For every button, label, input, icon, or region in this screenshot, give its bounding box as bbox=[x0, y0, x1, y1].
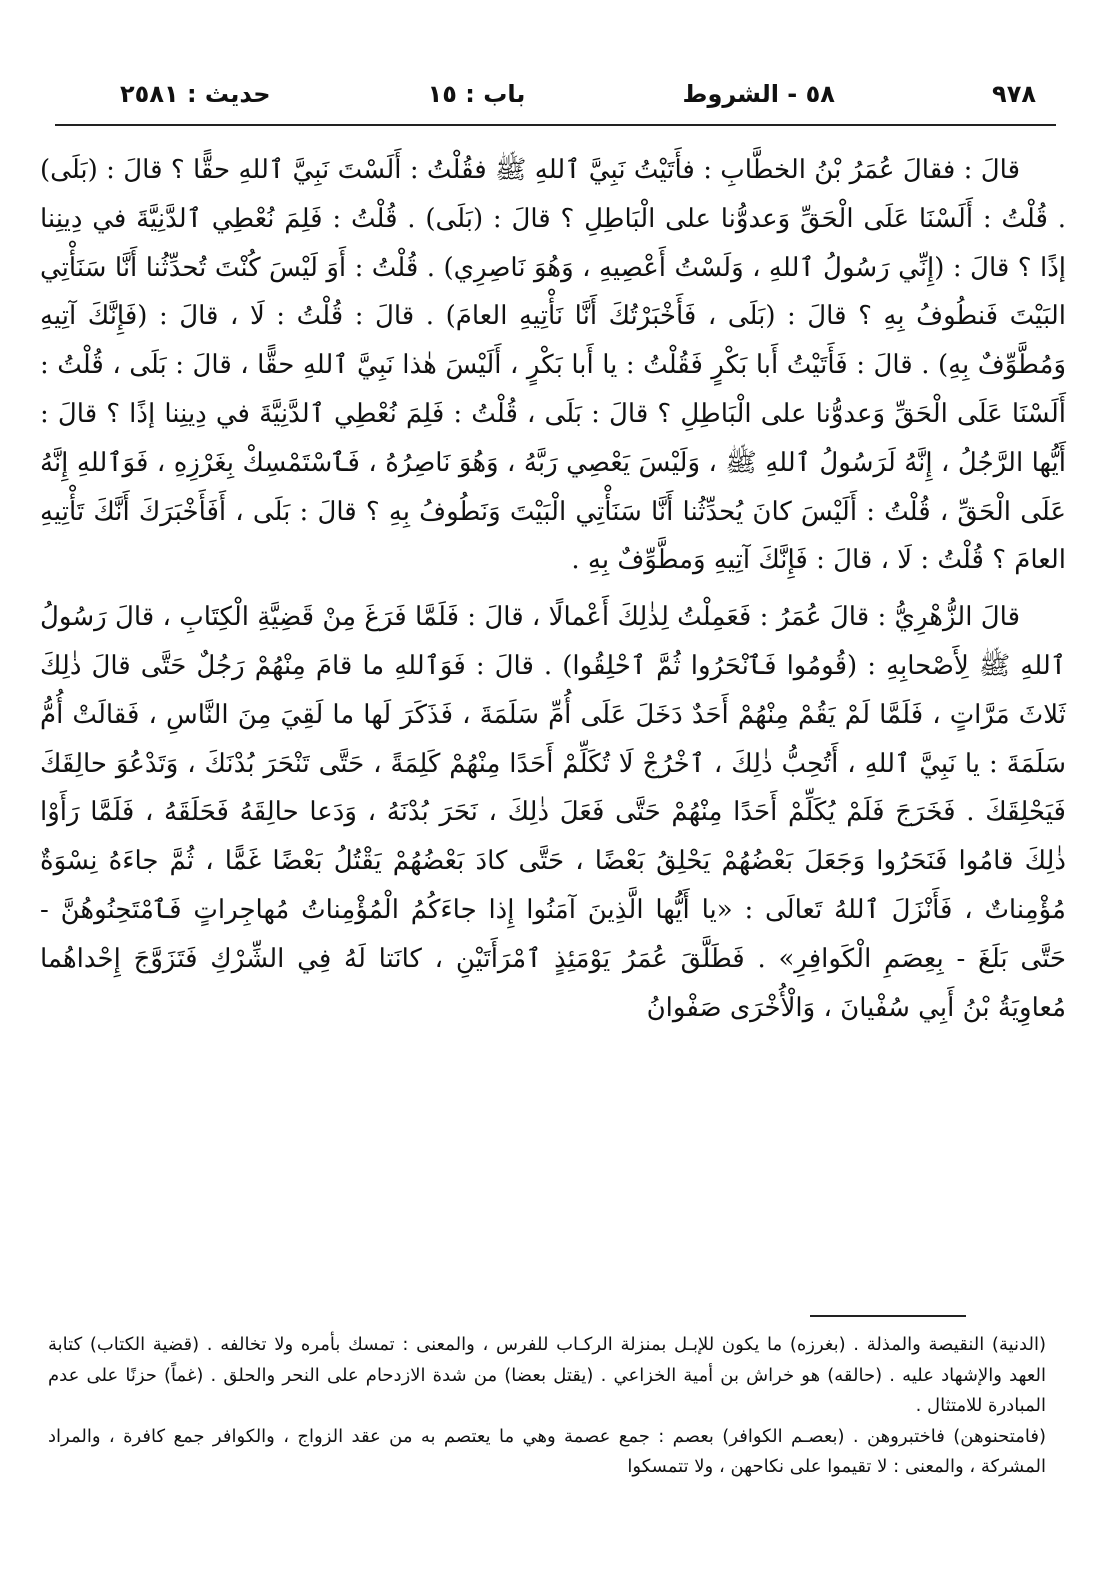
footnote-2: (فامتحنوهن) فاختبروهن . (بعصـم الكوافر) بعصم : جمع عصمة وهي ما يعتصم به من عقد الزواج ، والكوافر جمع كافرة ، والمراد المشركة ، والمعنى : لا تقيموا على نكاحهن ، ولا تتمسكوا bbox=[48, 1425, 1046, 1477]
header-divider bbox=[55, 124, 1056, 126]
main-paragraph-2: قالَ الزُّهْرِيُّ : قالَ عُمَرُ : فَعَمِلْتُ لِذٰلِكَ أَعْمالًا ، قالَ : فَلَمَّا فَرَغَ مِنْ قَضِيَّةِ الْكِتَابِ ، قالَ رَسُولُ ٱللهِ ﷺ لِأَصْحابِهِ : (قُومُوا فَٱنْحَرُوا ثُمَّ ٱحْلِقُوا) . قالَ : فَوَٱللهِ ما قامَ مِنْهُمْ رَجُلٌ حَتَّى قالَ ذٰلِكَ ثَلاثَ مَرَّاتٍ ، فَلَمَّا لَمْ يَقُمْ مِنْهُمْ أَحَدٌ دَخَلَ عَلَى أُمِّ سَلَمَةَ ، فَذَكَرَ لَها ما لَقِيَ مِنَ النَّاسِ ، فَقالَتْ أُمُّ سَلَمَةَ : يا نَبِيَّ ٱللهِ ، أَتُحِبُّ ذٰلِكَ ، ٱخْرُجْ لَا تُكَلِّمْ أَحَدًا مِنْهُمْ كَلِمَةً ، حَتَّى تَنْحَرَ بُدْنَكَ ، وَتَدْعُوَ حالِقَكَ فَيَحْلِقَكَ . فَخَرَجَ فَلَمْ يُكَلِّمْ أَحَدًا مِنْهُمْ حَتَّى فَعَلَ ذٰلِكَ ، نَحَرَ بُدْنَهُ ، وَدَعا حالِقَهُ فَحَلَقَهُ ، فَلَمَّا رَأَوْا ذٰلِكَ قامُوا فَنَحَرُوا وَجَعَلَ بَعْضُهُمْ يَحْلِقُ بَعْضًا ، حَتَّى كادَ بَعْضُهُمْ يَقْتُلُ بَعْضًا غَمًّا ، ثُمَّ جاءَهُ نِسْوَةٌ مُؤْمِناتٌ ، فَأَنْزَلَ ٱللهُ تَعالَى : «يا أَيُّها الَّذِينَ آمَنُوا إِذا جاءَكُمُ الْمُؤْمِناتُ مُهاجِراتٍ فَٱمْتَحِنُوهُنَّ - حَتَّى بَلَغَ - بِعِصَمِ الْكَوافِرِ» . فَطَلَّقَ عُمَرُ يَوْمَئِذٍ ٱمْرَأَتَيْنِ ، كانَتا لَهُ فِي الشِّرْكِ فَتَزَوَّجَ إِحْداهُما مُعاوِيَةُ بْنُ أَبِي سُفْيانَ ، وَالْأُخْرَى صَفْوانُ bbox=[40, 602, 1066, 1023]
book-title: ٥٨ - الشروط bbox=[682, 80, 835, 108]
main-text bbox=[40, 146, 1066, 1032]
footnote-divider bbox=[810, 1315, 966, 1317]
running-header bbox=[120, 74, 1036, 114]
footnotes bbox=[48, 1330, 1046, 1483]
footnote-1: (الدنية) النقيصة والمذلة . (بغرزه) ما يكون للإبـل بمنزلة الركـاب للفرس ، والمعنى : تمسك بأمره ولا تخالفه . (قضية الكتاب) كتابة العهد والإشهاد عليه . (حالقه) هو خراش بن أمية الخزاعي . (يقتل بعضا) من شدة الازدحام على النحر والحلق . (غماً) حزنًا على عدم المبادرة للامتثال . bbox=[48, 1334, 1046, 1416]
page-number: ٩٧٨ bbox=[992, 80, 1036, 108]
main-paragraph-1: قالَ : فقالَ عُمَرُ بْنُ الخطَّابِ : فأَتَيْتُ نَبِيَّ ٱللهِ ﷺ فقُلْتُ : أَلَسْتَ نَبِيَّ ٱللهِ حقًّا ؟ قالَ : (بَلَى) . قُلْتُ : أَلَسْنَا عَلَى الْحَقِّ وَعدوُّنا على الْبَاطِلِ ؟ قالَ : (بَلَى) . قُلْتُ : فَلِمَ نُعْطِي ٱلدَّنِيَّةَ في دِينِنا إذًا ؟ قالَ : (إِنِّي رَسُولُ ٱللهِ ، وَلَسْتُ أَعْصِيهِ ، وَهُوَ نَاصِرِي) . قُلْتُ : أَوَ لَيْسَ كُنْتَ تُحدِّثُنا أَنَّا سَنَأْتِي البَيْتَ فَنطُوفُ بِهِ ؟ قالَ : (بَلَى ، فَأَخْبَرْتُكَ أَنَّا نَأْتِيهِ العامَ) . قالَ : قُلْتُ : لَا ، قالَ : (فَإِنَّكَ آتِيهِ وَمُطَّوِّفٌ بِهِ) . قالَ : فَأَتَيْتُ أَبا بَكْرٍ فَقُلْتُ : يا أَبا بَكْرٍ ، أَلَيْسَ هٰذا نَبِيَّ ٱللهِ حقًّا ، قالَ : بَلَى ، قُلْتُ : أَلَسْنَا عَلَى الْحَقِّ وَعدوُّنا على الْبَاطِلِ ؟ قالَ : بَلَى ، قُلْتُ : فَلِمَ نُعْطِي ٱلدَّنِيَّةَ في دِينِنا إذًا ؟ قالَ : أَيُّها الرَّجُلُ ، إِنَّهُ لَرَسُولُ ٱللهِ ﷺ ، وَلَيْسَ يَعْصِي رَبَّهُ ، وَهُوَ نَاصِرُهُ ، فَٱسْتَمْسِكْ بِغَرْزِهِ ، فَوَٱللهِ إِنَّهُ عَلَى الْحَقِّ ، قُلْتُ : أَلَيْسَ كانَ يُحدِّثُنا أَنَّا سَنَأْتِي الْبَيْتَ وَنَطُوفُ بِهِ ؟ قالَ : بَلَى ، أَفَأَخْبَرَكَ أَنَّكَ تَأْتِيهِ العامَ ؟ قُلْتُ : لَا ، قالَ : فَإِنَّكَ آتِيهِ وَمطَّوِّفٌ بِهِ . bbox=[40, 155, 1066, 576]
hadith-number: حديث : ٢٥٨١ bbox=[120, 80, 271, 108]
chapter-number: باب : ١٥ bbox=[427, 80, 526, 108]
